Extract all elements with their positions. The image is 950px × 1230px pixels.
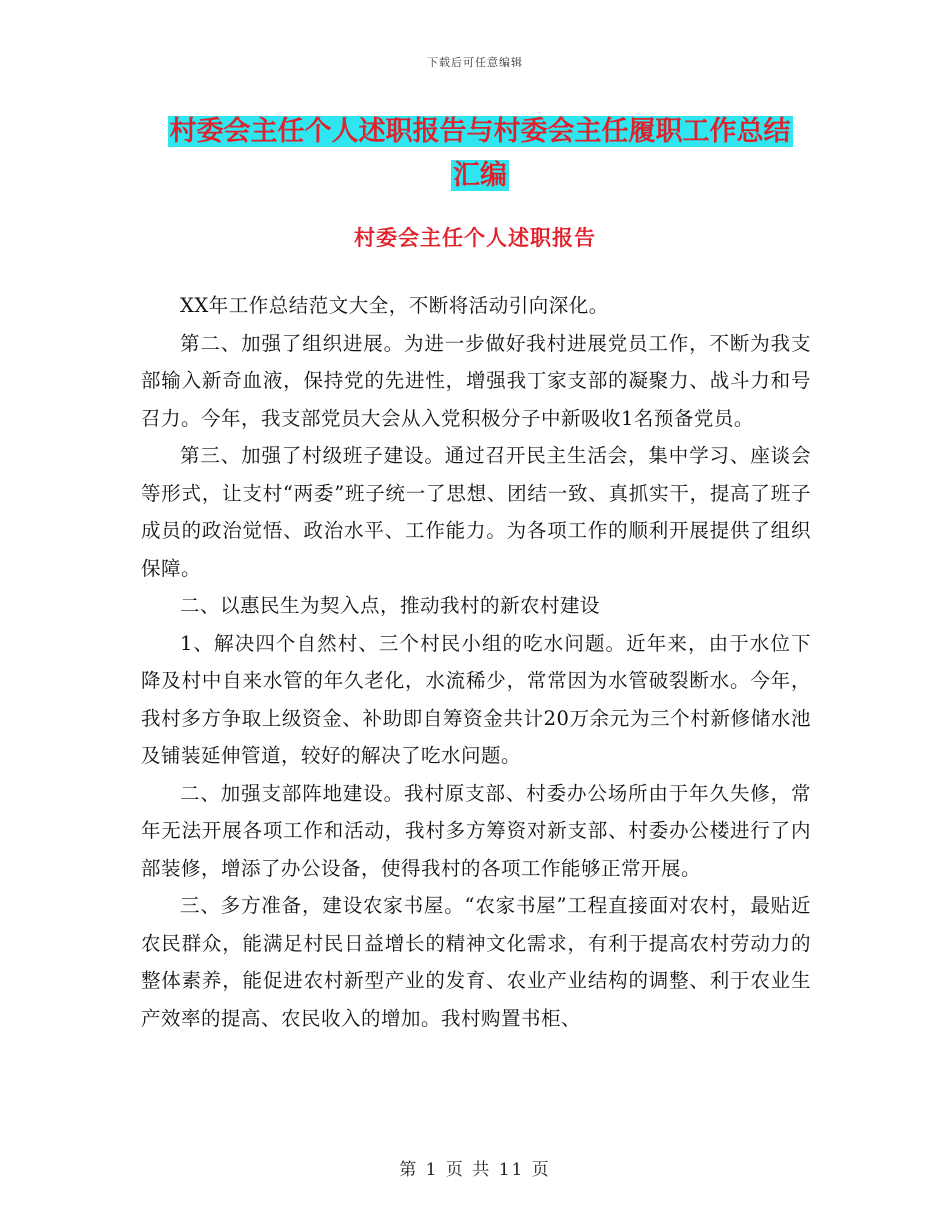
document-title-line2: 汇编 bbox=[453, 160, 507, 191]
page-footer: 第 1 页 共 11 页 bbox=[399, 1160, 551, 1180]
paragraph: 1、解决四个自然村、三个村民小组的吃水问题。近年来，由于水位下降及村中自来水管的年久老化，水流稀少，常常因为水管破裂断水。今年，我村多方争取上级资金、补助即自筹资金共计20万余元为三个村新修储水池及铺装延伸管道，较好的解决了吃水问题。 bbox=[141, 631, 811, 767]
section-title: 村委会主任个人述职报告 bbox=[354, 226, 596, 250]
document-title bbox=[140, 110, 820, 198]
header-note: 下载后可任意编辑 bbox=[427, 56, 523, 69]
paragraph: 二、以惠民生为契入点，推动我村的新农村建设 bbox=[180, 594, 601, 617]
paragraph: 二、加强支部阵地建设。我村原支部、村委办公场所由于年久失修，常年无法开展各项工作和活动，我村多方筹资对新支部、村委办公楼进行了内部装修，增添了办公设备，使得我村的各项工作能够正常开展。 bbox=[141, 781, 811, 880]
body-text bbox=[141, 287, 811, 1037]
paragraph: 第三、加强了村级班子建设。通过召开民主生活会，集中学习、座谈会等形式，让支村“两委”班子统一了思想、团结一致、真抓实干，提高了班子成员的政治觉悟、政治水平、工作能力。为各项工作的顺利开展提供了组织保障。 bbox=[141, 444, 811, 580]
paragraph: 第二、加强了组织进展。为进一步做好我村进展党员工作，不断为我支部输入新奇血液，保持党的先进性，增强我丁家支部的凝聚力、战斗力和号召力。今年，我支部党员大会从入党积极分子中新吸收1名预备党员。 bbox=[141, 331, 811, 430]
paragraph: XX年工作总结范文大全，不断将活动引向深化。 bbox=[180, 294, 609, 317]
paragraph: 三、多方准备，建设农家书屋。“农家书屋”工程直接面对农村，最贴近农民群众，能满足村民日益增长的精神文化需求，有利于提高农村劳动力的整体素养，能促进农村新型产业的发育、农业产业结构的调整、利于农业生产效率的提高、农民收入的增加。我村购置书柜、 bbox=[141, 894, 811, 1030]
document-title-line1: 村委会主任个人述职报告与村委会主任履职工作总结 bbox=[169, 116, 791, 147]
